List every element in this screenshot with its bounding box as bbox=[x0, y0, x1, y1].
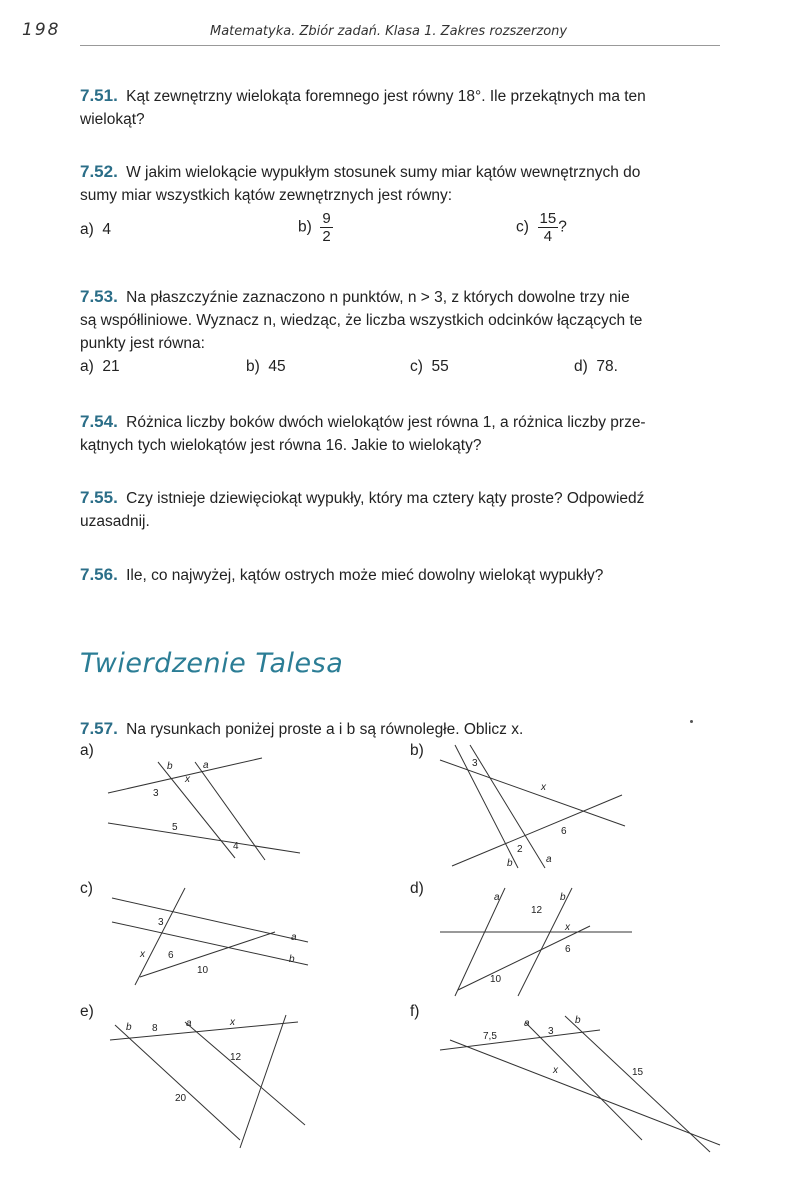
option-label: c) bbox=[410, 358, 423, 375]
option-value: 55 bbox=[431, 358, 449, 375]
book-title: Matematyka. Zbiór zadań. Klasa 1. Zakres rozszerzony bbox=[210, 24, 568, 39]
denominator: 4 bbox=[543, 228, 553, 245]
value-label: 7,5 bbox=[483, 1031, 497, 1042]
problem-text: W jakim wielokącie wypukłym stosunek sumy miar kątów wewnętrznych do bbox=[126, 164, 641, 181]
label-b: b bbox=[167, 761, 173, 772]
option-label: a) bbox=[80, 221, 94, 238]
figure-label-e: e) bbox=[80, 1003, 94, 1020]
problem-text: Kąt zewnętrzny wielokąta foremnego jest równy 18°. Ile przekątnych ma ten bbox=[126, 88, 646, 105]
figure-label-c: c) bbox=[80, 880, 93, 897]
numerator: 9 bbox=[322, 210, 331, 227]
problem-text: Różnica liczby boków dwóch wielokątów jest równa 1, a różnica liczby prze- bbox=[126, 414, 646, 431]
value-label: 3 bbox=[548, 1026, 554, 1037]
denominator: 2 bbox=[322, 228, 331, 245]
problem-number: 7.54. bbox=[80, 412, 118, 431]
figure-label-f: f) bbox=[410, 1003, 420, 1020]
label-x: x bbox=[565, 922, 570, 933]
transversal-line bbox=[450, 1040, 720, 1145]
value-label: 6 bbox=[168, 950, 174, 961]
value-label: 6 bbox=[565, 944, 571, 955]
value-label: 3 bbox=[153, 788, 159, 799]
label-a: a bbox=[291, 932, 297, 943]
value-label: 10 bbox=[197, 965, 209, 976]
problem-text: punkty jest równa: bbox=[80, 335, 205, 352]
problem-number: 7.51. bbox=[80, 86, 118, 105]
option-value: 78. bbox=[596, 358, 618, 375]
problem-number: 7.55. bbox=[80, 488, 118, 507]
label-a: a bbox=[546, 854, 552, 865]
option-label: a) bbox=[80, 358, 94, 375]
option-value: 45 bbox=[268, 358, 286, 375]
label-x: x bbox=[553, 1065, 558, 1076]
value-label: 8 bbox=[152, 1023, 158, 1034]
problem-text: uzasadnij. bbox=[80, 513, 150, 530]
problem-text: Czy istnieje dziewięciokąt wypukły, który ma cztery kąty proste? Odpowiedź bbox=[126, 490, 645, 507]
value-label: 20 bbox=[175, 1093, 187, 1104]
option-label: c) bbox=[516, 218, 529, 236]
option-label: b) bbox=[246, 358, 260, 375]
option-label: d) bbox=[574, 358, 588, 375]
label-x: x bbox=[140, 949, 145, 960]
value-label: 3 bbox=[158, 917, 164, 928]
label-a: a bbox=[494, 892, 500, 903]
value-label: 2 bbox=[517, 844, 523, 855]
option-value: 21 bbox=[102, 358, 120, 375]
value-label: 12 bbox=[531, 905, 543, 916]
problem-number: 7.53. bbox=[80, 287, 118, 306]
label-x: x bbox=[230, 1017, 235, 1028]
label-a: a bbox=[524, 1018, 530, 1029]
problem-text: Na płaszczyźnie zaznaczono n punktów, n > 3, z których dowolne trzy nie bbox=[126, 289, 630, 306]
numerator: 15 bbox=[539, 210, 557, 227]
label-x: x bbox=[185, 774, 190, 785]
figure-label-a: a) bbox=[80, 742, 94, 759]
problem-number: 7.56. bbox=[80, 565, 118, 584]
question-mark: ? bbox=[558, 218, 567, 236]
label-x: x bbox=[541, 782, 546, 793]
problem-text: Na rysunkach poniżej proste a i b są równoległe. Oblicz x. bbox=[126, 721, 524, 738]
problem-text: Ile, co najwyżej, kątów ostrych może mieć dowolny wielokąt wypukły? bbox=[126, 567, 604, 584]
label-b: b bbox=[289, 954, 295, 965]
value-label: 6 bbox=[561, 826, 567, 837]
value-label: 3 bbox=[472, 758, 478, 769]
line-a bbox=[525, 1022, 642, 1140]
label-a: a bbox=[203, 760, 209, 771]
page-number: 198 bbox=[22, 20, 61, 40]
problem-number: 7.57. bbox=[80, 719, 118, 738]
label-a: a bbox=[186, 1018, 192, 1029]
problem-text: sumy miar wszystkich kątów zewnętrznych jest równy: bbox=[80, 187, 453, 204]
option-label: b) bbox=[298, 218, 312, 236]
option-value: 4 bbox=[102, 221, 112, 238]
label-b: b bbox=[126, 1022, 132, 1033]
label-b: b bbox=[507, 858, 513, 869]
problem-text: są współliniowe. Wyznacz n, wiedząc, że liczba wszystkich odcinków łączących te bbox=[80, 312, 643, 329]
value-label: 5 bbox=[172, 822, 178, 833]
figure-label-b: b) bbox=[410, 742, 424, 759]
figure-label-d: d) bbox=[410, 880, 424, 897]
section-title: Twierdzenie Talesa bbox=[80, 648, 344, 679]
problem-text: wielokąt? bbox=[80, 111, 145, 128]
value-label: 4 bbox=[233, 841, 239, 852]
problem-text: kątnych tych wielokątów jest równa 16. Jakie to wielokąty? bbox=[80, 437, 482, 454]
value-label: 12 bbox=[230, 1052, 242, 1063]
value-label: 15 bbox=[632, 1067, 644, 1078]
transversal-line bbox=[440, 1030, 600, 1050]
label-b: b bbox=[560, 892, 566, 903]
label-b: b bbox=[575, 1015, 581, 1026]
value-label: 10 bbox=[490, 974, 502, 985]
problem-number: 7.52. bbox=[80, 162, 118, 181]
